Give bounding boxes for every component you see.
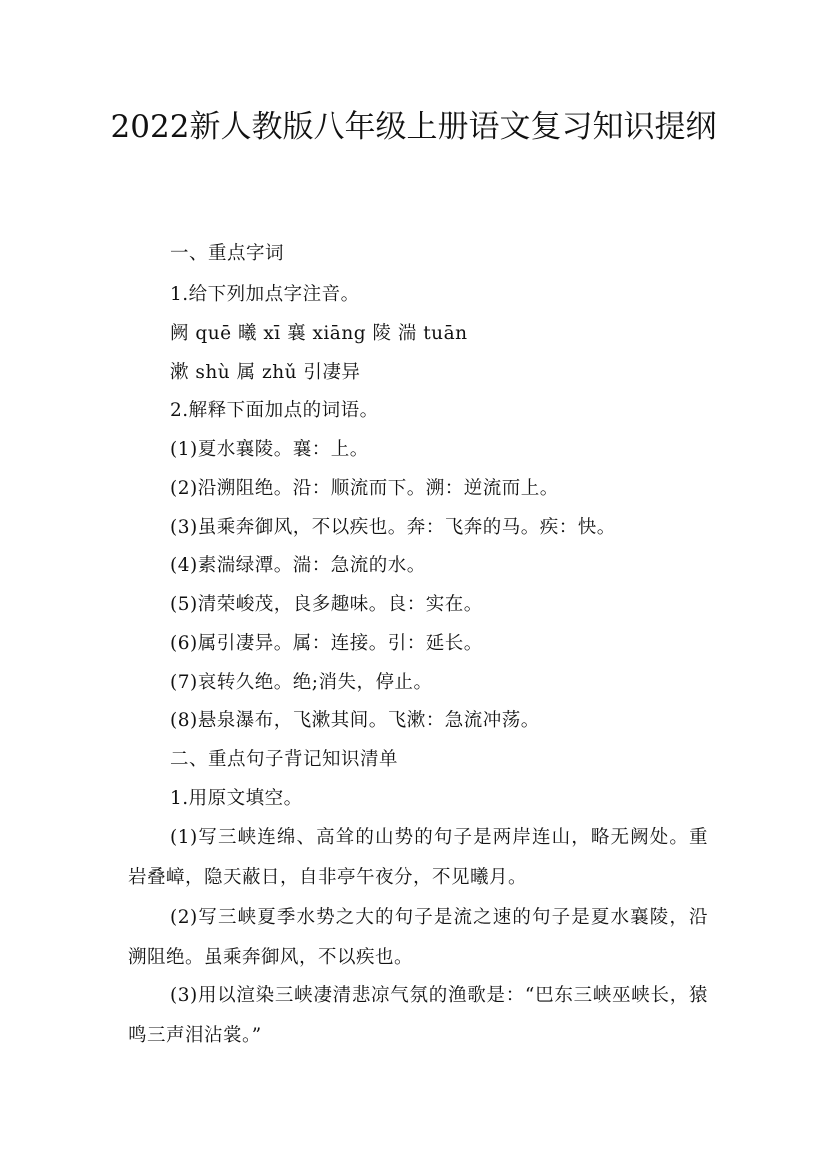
document-title: 2022新人教版八年级上册语文复习知识提纲 xyxy=(110,109,717,145)
explain-item-1: (1)夏水襄陵。襄：上。 xyxy=(170,439,369,460)
question-pinyin-heading: 1.给下列加点字注音。 xyxy=(170,284,360,305)
explain-item-3: (3)虽乘奔御风，不以疾也。奔：飞奔的马。疾：快。 xyxy=(170,517,616,538)
explain-item-6: (6)属引凄异。属：连接。引：延长。 xyxy=(170,633,483,654)
explain-item-7: (7)哀转久绝。绝;消失，停止。 xyxy=(170,672,433,693)
explain-item-4: (4)素湍绿潭。湍：急流的水。 xyxy=(170,555,426,576)
fill-in-heading: 1.用原文填空。 xyxy=(170,788,303,809)
fill-in-paragraph-1: (1)写三峡连绵、高耸的山势的句子是两岸连山，略无阙处。重岩叠嶂，隐天蔽日，自非亭午夜分，不见曦月。 xyxy=(128,827,708,888)
fill-in-paragraph-2: (2)写三峡夏季水势之大的句子是流之速的句子是夏水襄陵，沿溯阻绝。虽乘奔御风，不以疾也。 xyxy=(128,907,708,968)
pinyin-line-1: 阙 quē 曦 xī 襄 xiāng 陵 湍 tuān xyxy=(170,323,468,344)
explain-item-5: (5)清荣峻茂，良多趣味。良：实在。 xyxy=(170,594,483,615)
explain-item-8: (8)悬泉瀑布，飞漱其间。飞漱：急流冲荡。 xyxy=(170,710,540,731)
section-heading-key-sentences: 二、重点句子背记知识清单 xyxy=(170,749,399,770)
question-explain-heading: 2.解释下面加点的词语。 xyxy=(170,400,379,421)
fill-in-paragraph-3: (3)用以渲染三峡凄清悲凉气氛的渔歌是：“巴东三峡巫峡长，猿鸣三声泪沾裳。” xyxy=(128,985,708,1046)
section-heading-key-words: 一、重点字词 xyxy=(170,243,285,264)
pinyin-line-2: 漱 shù 属 zhǔ 引凄异 xyxy=(170,362,361,383)
explain-item-2: (2)沿溯阻绝。沿：顺流而下。溯：逆流而上。 xyxy=(170,478,559,499)
